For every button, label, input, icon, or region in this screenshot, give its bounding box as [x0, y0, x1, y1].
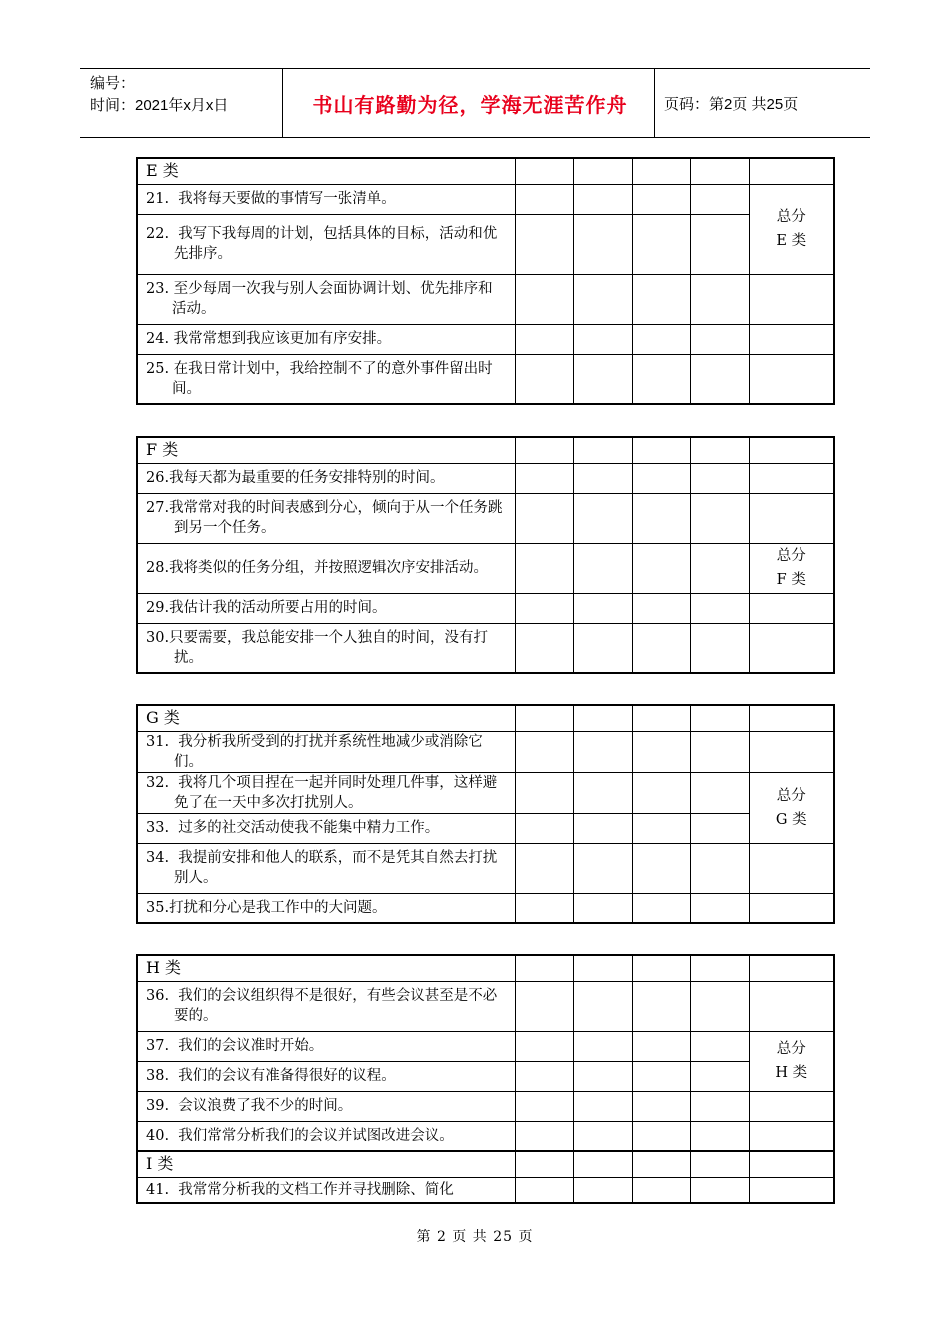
section-f-table [136, 436, 835, 674]
item-text: 我分析我所受到的打扰并系统性地减少或消除它们。 [174, 733, 483, 770]
score-cell[interactable] [573, 1177, 632, 1203]
total-cell [749, 354, 834, 404]
total-label: 总分 [776, 1041, 806, 1057]
item-number: 38. [146, 1068, 170, 1084]
total-label: 总分 [776, 548, 806, 564]
item-text: 打扰和分心是我工作中的大问题。 [169, 899, 387, 916]
total-cell [749, 981, 834, 1031]
item-text: 我将类似的任务分组，并按照逻辑次序安排活动。 [169, 560, 489, 576]
table-row [137, 1061, 834, 1091]
item-number: 39. [146, 1098, 170, 1114]
category-label: H 类 [137, 955, 515, 981]
total-category: H 类 [775, 1065, 808, 1081]
table-row [137, 981, 834, 1031]
category-label: G 类 [137, 705, 515, 731]
score-cell[interactable] [515, 813, 573, 843]
table-row [137, 1091, 834, 1121]
score-cell[interactable] [632, 623, 690, 673]
total-cell [749, 772, 834, 843]
score-cell[interactable] [515, 437, 573, 463]
item-text: 我将每天要做的事情写一张清单。 [178, 191, 396, 207]
score-cell[interactable] [515, 1091, 573, 1121]
table-row [137, 843, 834, 893]
score-cell[interactable] [632, 437, 690, 463]
table-row [137, 324, 834, 354]
item-text: 我们的会议准时开始。 [178, 1038, 324, 1054]
score-cell[interactable] [632, 772, 690, 813]
score-cell[interactable] [632, 843, 690, 893]
item-text: 我们的会议组织得不是很好，有些会议甚至是不必要的。 [174, 988, 498, 1024]
item-text: 我常常分析我的文档工作并寻找删除、简化 [178, 1181, 454, 1198]
total-cell [749, 893, 834, 923]
score-cell[interactable] [515, 158, 573, 184]
item-number: 35. [146, 899, 170, 916]
score-cell[interactable] [573, 543, 632, 593]
score-cell[interactable] [573, 324, 632, 354]
score-cell[interactable] [690, 593, 749, 623]
table-row [137, 493, 834, 543]
total-cell [749, 623, 834, 673]
score-cell[interactable] [632, 354, 690, 404]
total-category: G 类 [775, 811, 807, 828]
score-cell[interactable] [632, 893, 690, 923]
score-cell[interactable] [690, 354, 749, 404]
item-text: 我估计我的活动所要占用的时间。 [169, 600, 387, 616]
score-cell[interactable] [573, 354, 632, 404]
score-cell[interactable] [573, 981, 632, 1031]
table-row [137, 543, 834, 593]
score-cell[interactable] [632, 274, 690, 324]
time-label: 时间：2021年x月x日 [90, 97, 229, 114]
item-number: 26. [146, 470, 170, 486]
page-footer: 第 2 页 共 25 页 [416, 1229, 534, 1245]
score-cell[interactable] [573, 1121, 632, 1151]
score-cell[interactable] [632, 543, 690, 593]
section-e-table [136, 157, 835, 405]
score-cell[interactable] [573, 623, 632, 673]
score-cell[interactable] [690, 623, 749, 673]
score-cell[interactable] [690, 463, 749, 493]
total-cell [749, 324, 834, 354]
table-row [137, 772, 834, 813]
score-cell[interactable] [573, 274, 632, 324]
item-text: 会议浪费了我不少的时间。 [178, 1098, 353, 1114]
total-cell [749, 593, 834, 623]
score-cell[interactable] [690, 1031, 749, 1061]
score-cell[interactable] [690, 893, 749, 923]
score-cell[interactable] [515, 772, 573, 813]
score-cell[interactable] [573, 843, 632, 893]
table-row [137, 214, 834, 274]
total-label: 总分 [776, 209, 806, 225]
score-cell[interactable] [515, 184, 573, 214]
score-cell[interactable] [690, 705, 749, 731]
score-cell[interactable] [690, 184, 749, 214]
score-cell[interactable] [515, 981, 573, 1031]
score-cell[interactable] [690, 1091, 749, 1121]
item-number: 25. [146, 360, 170, 377]
score-cell[interactable] [573, 813, 632, 843]
score-cell[interactable] [632, 214, 690, 274]
score-cell[interactable] [573, 463, 632, 493]
item-number: 37. [146, 1038, 170, 1054]
score-cell[interactable] [573, 437, 632, 463]
total-cell [749, 158, 834, 184]
motto: 书山有路勤为径，学海无涯苦作舟 [312, 92, 628, 117]
number-label: 编号： [90, 75, 136, 92]
score-cell[interactable] [690, 813, 749, 843]
score-cell[interactable] [573, 772, 632, 813]
item-number: 31. [146, 733, 170, 750]
item-number: 22. [146, 226, 170, 242]
score-cell[interactable] [515, 274, 573, 324]
score-cell[interactable] [515, 324, 573, 354]
total-cell [749, 274, 834, 324]
table-row [137, 354, 834, 404]
item-number: 27. [146, 500, 170, 516]
score-cell[interactable] [690, 493, 749, 543]
item-text: 过多的社交活动使我不能集中精力工作。 [178, 820, 440, 836]
score-cell[interactable] [515, 623, 573, 673]
score-cell[interactable] [573, 1091, 632, 1121]
score-cell[interactable] [690, 731, 749, 772]
table-row [137, 463, 834, 493]
total-cell [749, 1177, 834, 1203]
score-cell[interactable] [515, 354, 573, 404]
item-text: 我常常对我的时间表感到分心，倾向于从一个任务跳到另一个任务。 [169, 500, 503, 536]
score-cell[interactable] [690, 543, 749, 593]
score-cell[interactable] [632, 981, 690, 1031]
page-label: 页码：第2页 共25页 [664, 96, 799, 113]
item-number: 24. [146, 331, 170, 347]
score-cell[interactable] [690, 843, 749, 893]
score-cell[interactable] [515, 593, 573, 623]
score-cell[interactable] [690, 214, 749, 274]
header-left [90, 73, 228, 117]
page-header [80, 68, 870, 138]
score-cell[interactable] [690, 981, 749, 1031]
score-cell[interactable] [573, 1151, 632, 1177]
score-cell[interactable] [690, 1121, 749, 1151]
section-g-table [136, 704, 835, 924]
item-number: 30. [146, 629, 170, 646]
table-row [137, 623, 834, 673]
score-cell[interactable] [573, 955, 632, 981]
score-cell[interactable] [632, 955, 690, 981]
category-label: F 类 [137, 437, 515, 463]
table-row [137, 813, 834, 843]
score-cell[interactable] [573, 593, 632, 623]
total-category: E 类 [776, 233, 807, 249]
item-number: 41. [146, 1181, 170, 1198]
score-cell[interactable] [515, 493, 573, 543]
score-cell[interactable] [515, 463, 573, 493]
score-cell[interactable] [515, 1031, 573, 1061]
total-category: F 类 [776, 572, 806, 588]
score-cell[interactable] [632, 493, 690, 543]
score-cell[interactable] [632, 463, 690, 493]
total-cell [749, 1151, 834, 1177]
score-cell[interactable] [573, 493, 632, 543]
score-cell[interactable] [632, 324, 690, 354]
table-row [137, 731, 834, 772]
score-cell[interactable] [573, 705, 632, 731]
score-cell[interactable] [690, 955, 749, 981]
score-cell[interactable] [573, 184, 632, 214]
item-text: 我常常想到我应该更加有序安排。 [173, 331, 392, 347]
score-cell[interactable] [632, 731, 690, 772]
item-text: 我将几个项目捏在一起并同时处理几件事，这样避免了在一天中多次打扰别人。 [174, 774, 498, 811]
score-cell[interactable] [515, 214, 573, 274]
score-cell[interactable] [515, 843, 573, 893]
item-text: 我提前安排和他人的联系，而不是凭其自然去打扰别人。 [174, 850, 498, 886]
table-row [137, 593, 834, 623]
item-text: 我写下我每周的计划，包括具体的目标，活动和优先排序。 [174, 226, 498, 262]
table-row [137, 893, 834, 923]
table-row [137, 1177, 834, 1203]
item-number: 34. [146, 850, 170, 866]
score-cell[interactable] [573, 214, 632, 274]
score-cell[interactable] [573, 893, 632, 923]
score-cell[interactable] [690, 274, 749, 324]
item-number: 32. [146, 774, 170, 791]
score-cell[interactable] [690, 324, 749, 354]
total-cell [749, 1091, 834, 1121]
total-cell [749, 731, 834, 772]
item-text: 我每天都为最重要的任务安排特别的时间。 [169, 470, 445, 486]
total-cell [749, 493, 834, 543]
total-label: 总分 [776, 787, 806, 804]
score-cell[interactable] [573, 158, 632, 184]
item-number: 40. [146, 1127, 170, 1144]
score-cell[interactable] [632, 1031, 690, 1061]
item-number: 21. [146, 191, 170, 207]
score-cell[interactable] [632, 1151, 690, 1177]
item-text: 只要需要，我总能安排一个人独自的时间，没有打扰。 [169, 629, 489, 666]
score-cell[interactable] [573, 1031, 632, 1061]
total-cell [749, 543, 834, 593]
total-cell [749, 1031, 834, 1091]
section-h-table [136, 954, 835, 1204]
score-cell[interactable] [690, 1177, 749, 1203]
score-cell[interactable] [632, 184, 690, 214]
score-cell[interactable] [690, 1151, 749, 1177]
total-cell [749, 1121, 834, 1151]
score-cell[interactable] [632, 1061, 690, 1091]
score-cell[interactable] [515, 1121, 573, 1151]
total-cell [749, 843, 834, 893]
score-cell[interactable] [515, 955, 573, 981]
score-cell[interactable] [573, 1061, 632, 1091]
score-cell[interactable] [690, 437, 749, 463]
table-row [137, 184, 834, 214]
item-text: 我们常常分析我们的会议并试图改进会议。 [178, 1127, 454, 1144]
item-number: 23. [146, 281, 170, 297]
score-cell[interactable] [632, 1121, 690, 1151]
score-cell[interactable] [515, 1061, 573, 1091]
total-cell [749, 437, 834, 463]
total-cell [749, 955, 834, 981]
category-label: I 类 [137, 1151, 515, 1177]
score-cell[interactable] [515, 731, 573, 772]
item-text: 我们的会议有准备得很好的议程。 [178, 1068, 396, 1084]
score-cell[interactable] [515, 1177, 573, 1203]
score-cell[interactable] [690, 158, 749, 184]
header-divider [282, 69, 283, 137]
score-cell[interactable] [515, 1151, 573, 1177]
score-cell[interactable] [632, 813, 690, 843]
item-number: 36. [146, 988, 170, 1004]
category-label: E 类 [137, 158, 515, 184]
item-number: 33. [146, 820, 170, 836]
score-cell[interactable] [573, 731, 632, 772]
table-row [137, 274, 834, 324]
score-cell[interactable] [515, 893, 573, 923]
score-cell[interactable] [632, 158, 690, 184]
total-cell [749, 705, 834, 731]
total-cell [749, 184, 834, 274]
item-text: 至少每周一次我与别人会面协调计划、优先排序和活动。 [172, 281, 493, 317]
table-row [137, 1031, 834, 1061]
total-cell [749, 463, 834, 493]
score-cell[interactable] [515, 543, 573, 593]
item-number: 29. [146, 600, 170, 616]
score-cell[interactable] [690, 772, 749, 813]
item-text: 在我日常计划中，我给控制不了的意外事件留出时间。 [172, 360, 493, 397]
score-cell[interactable] [632, 705, 690, 731]
item-number: 28. [146, 560, 170, 576]
score-cell[interactable] [515, 705, 573, 731]
score-cell[interactable] [690, 1061, 749, 1091]
table-row [137, 1121, 834, 1151]
score-cell[interactable] [632, 1177, 690, 1203]
score-cell[interactable] [632, 593, 690, 623]
score-cell[interactable] [632, 1091, 690, 1121]
